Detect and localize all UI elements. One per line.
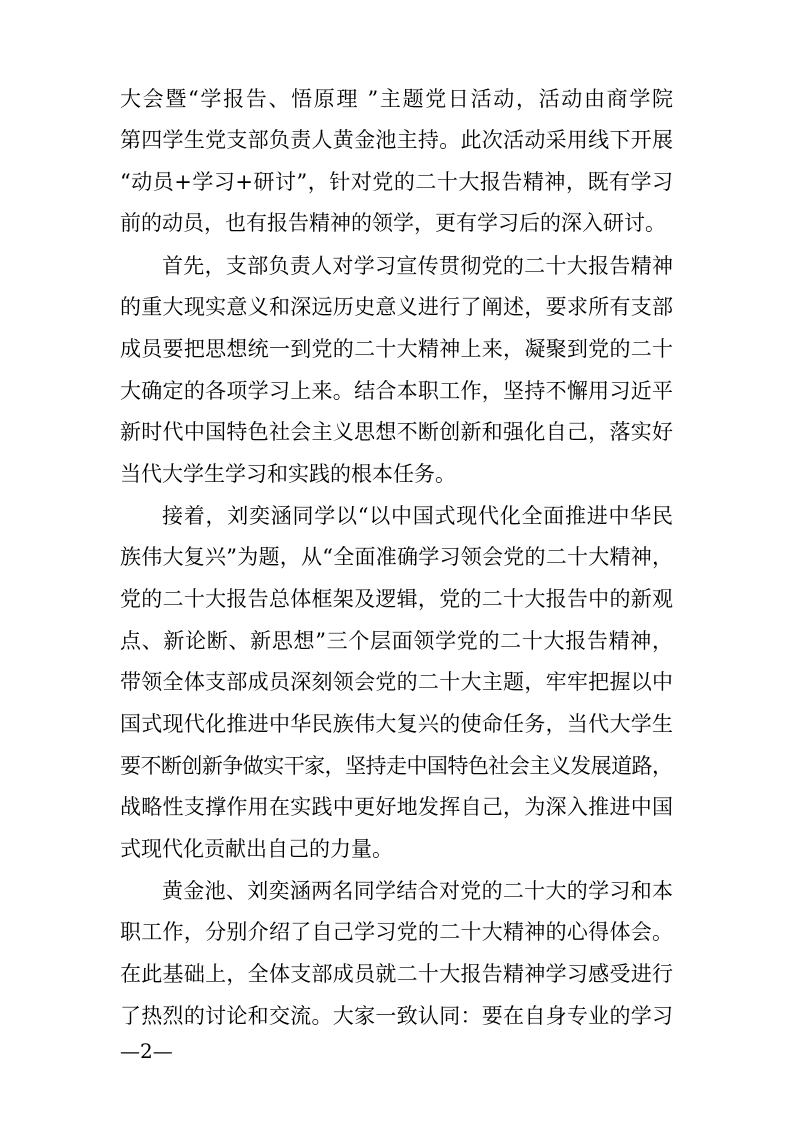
text-line-6: 的重大现实意义和深远历史意义进行了阐述，要求所有支部 <box>120 295 674 319</box>
text-line-20: 黄金池、刘奕涵两名同学结合对党的二十大的学习和本 <box>162 879 674 903</box>
text-line-12: 族伟大复兴”为题，从“全面准确学习领会党的二十大精神， <box>120 545 674 569</box>
text-line-10: 当代大学生学习和实践的根本任务。 <box>120 462 456 486</box>
text-line-4: 前的动员，也有报告精神的领学，更有学习后的深入研讨。 <box>120 211 666 235</box>
text-line-14: 点、新论断、新思想”三个层面领学党的二十大报告精神， <box>120 629 674 653</box>
text-line-13: 党的二十大报告总体框架及逻辑，党的二十大报告中的新观 <box>120 587 674 611</box>
text-line-1: 大会暨“学报告、悟原理 ”主题党日活动，活动由商学院 <box>120 87 675 111</box>
text-line-7: 成员要把思想统一到党的二十大精神上来，凝聚到党的二十 <box>120 337 674 361</box>
text-line-2: 第四学生党支部负责人黄金池主持。此次活动采用线下开展 <box>120 128 674 152</box>
page-number: —2— <box>120 1039 173 1063</box>
text-line-9: 新时代中国特色社会主义思想不断创新和强化自己，落实好 <box>120 420 674 444</box>
text-line-8: 大确定的各项学习上来。结合本职工作，坚持不懈用习近平 <box>120 379 674 403</box>
text-line-18: 战略性支撑作用在实践中更好地发挥自己，为深入推进中国 <box>120 795 674 819</box>
text-line-17: 要不断创新争做实干家，坚持走中国特色社会主义发展道路， <box>120 754 673 778</box>
text-line-15: 带领全体支部成员深刻领会党的二十大主题，牢牢把握以中 <box>120 670 674 694</box>
text-line-22: 在此基础上，全体支部成员就二十大报告精神学习感受进行 <box>120 962 674 986</box>
text-line-16: 国式现代化推进中华民族伟大复兴的使命任务，当代大学生 <box>120 712 674 736</box>
text-line-5: 首先，支部负责人对学习宣传贯彻党的二十大报告精神 <box>162 254 674 278</box>
text-line-11: 接着，刘奕涵同学以“以中国式现代化全面推进中华民 <box>162 504 674 528</box>
text-line-23: 了热烈的讨论和交流。大家一致认同：要在自身专业的学习 <box>120 1004 674 1028</box>
text-line-3: “动员+学习+研讨”，针对党的二十大报告精神，既有学习 <box>120 170 674 194</box>
text-line-21: 职工作，分别介绍了自己学习党的二十大精神的心得体会。 <box>120 920 674 944</box>
text-line-19: 式现代化贡献出自己的力量。 <box>120 837 393 861</box>
